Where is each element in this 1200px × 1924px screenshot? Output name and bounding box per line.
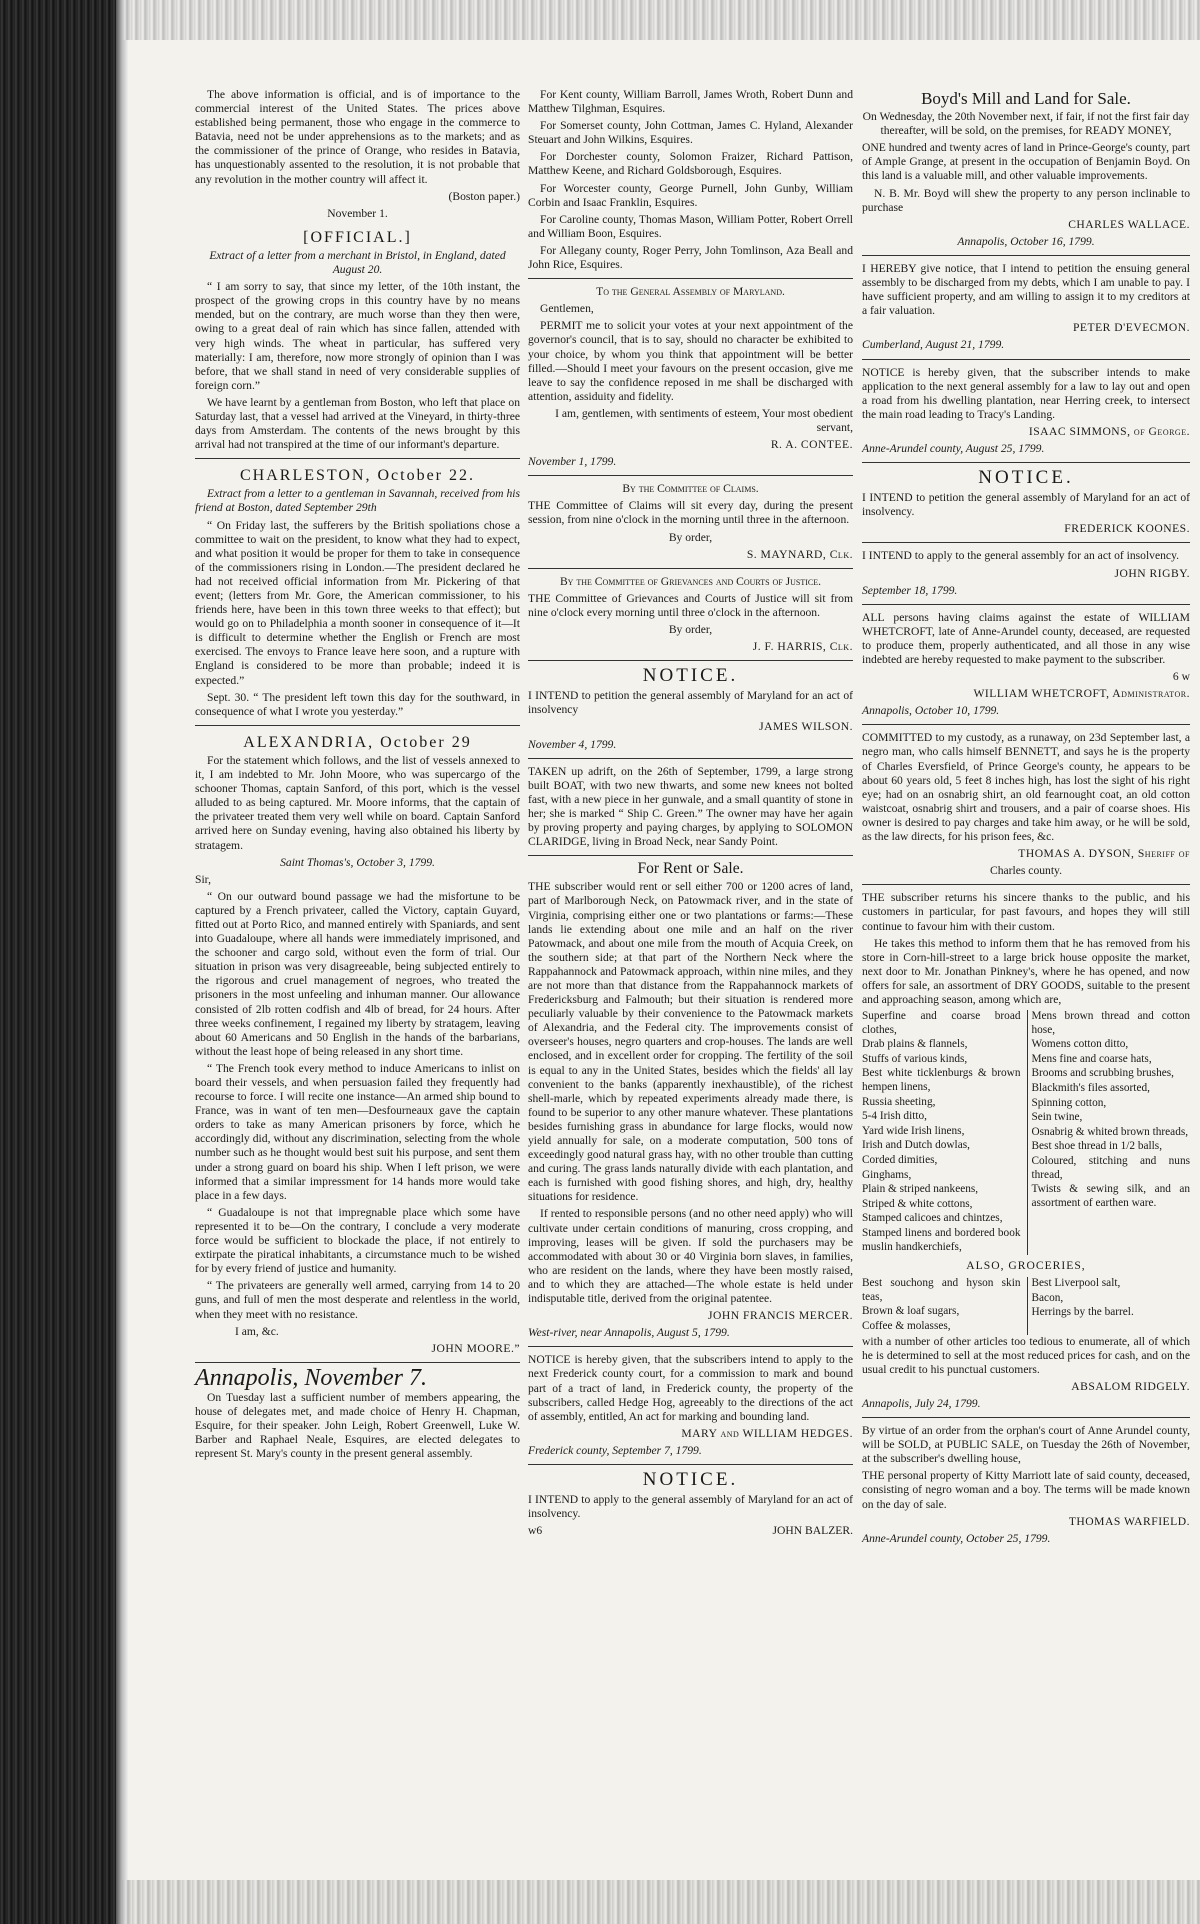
whetcroft-signature: WILLIAM WHETCROFT, Administrator. [973,687,1190,701]
source-note: (Boston paper.) [448,189,520,203]
maynard-signature: S. MAYNARD, Clk. [746,547,853,561]
ridgely-signature: ABSALOM RIDGELY. [1071,1379,1190,1393]
dateline: November 1. [327,206,388,220]
column-2 [528,88,853,1541]
goods-item: Superfine and coarse broad clothes, [862,1010,1021,1036]
worcester-delegates: For Worcester county, George Purnell, John Gunby, William Corbin and Isaac Franklin, Esquires. [528,181,853,209]
contee-address: PERMIT me to solicit your votes at your next appointment of the governor's council, that is to say, should no character be exhibited to your choice, by whom you think that appointment will be better filled.—Should I meet your favours on the present occasion, give me leave to say the confidence reposed in me shall be discharged with attention, assiduity and fidelity. [528,319,853,403]
alexandria-heading: ALEXANDRIA, October 29 [243,733,472,751]
goods-item: Twists & sewing silk, and an assortment of earthen ware. [1031,1183,1190,1209]
divider [862,724,1190,725]
divider [528,1346,853,1347]
binding-edge [116,0,128,1924]
moore-letter-4: “ The privateers are generally well armed, carrying from 14 to 20 guns, and full of men the most desperate and relentless in the world, when they meet with no resistance. [195,1279,520,1321]
wilson-date: November 4, 1799. [528,737,617,751]
goods-item: Stamped linens and bordered book muslin handkerchiefs, [862,1226,1021,1253]
divider [862,1417,1190,1418]
somerset-delegates: For Somerset county, John Cottman, James C. Hyland, Alexander Steuart and John Wilkins, Esquires. [528,119,853,147]
rent-sale-terms: If rented to responsible persons (and no other need apply) who will cultivate under certain conditions of manuring, cross cropping, and improving, leases will be given. If sold the purchasers may be accommodated with about 30 or 40 Virginia born slaves, in families, who are resident on the lands, where they have been mostly raised, and to which they are attached—The whole estate is held under indisputable title, derived from the original patentee. [528,1207,853,1306]
goods-item: Mens fine and coarse hats, [1031,1052,1152,1065]
goods-item: Stuffs of various kinds, [862,1052,968,1065]
divider [862,884,1190,885]
wilson-signature: JAMES WILSON. [759,720,853,734]
spoliations-letter: “ On Friday last, the sufferers by the British spoliations chose a committee to wait on the president, to know what they had to expect, and what position it would be proper for them to take in consequence of the commissioners rising in London.—The president declared he had not received official information from Mr. Pickering of that event; (letters from Mr. Gore, the American commissioner, to his friends here, have been in this town three weeks to that effect); but would go on to Philadelphia a month sooner in consequence of it—It is difficult to determine whether the English or French are most exercised. The envoys to France leave here soon, and a rupture with England is considered to be more than probable; indeed it is expected.” [195,518,520,687]
moore-letter-2: “ The French took every method to induce Americans to inlist on board their vessels, and when persuasion failed they frequently had recourse to force. I will recite one instance—An armed ship bound to France, was in want of ten men—Desfourneaux gave the captain orders to take as many American prisoners by force, which he accordingly did, without any discrimination, selecting from the whole number such as he thought would best suit his purpose, and sent them under a strong guard on board his ship. When I left prison, we were informed that a similar impressment for 14 hands more would take place in a few days. [195,1061,520,1202]
hedges-notice: NOTICE is hereby given, that the subscribers intend to apply to the next Frederick county court, for a commission to mark and bound part of a tract of land, in Frederick county, the property of the subscribers, called Hedge Hog, agreeably to the directions of the act of assembly, entitled, An act for marking and bounding land. [528,1353,853,1423]
divider [195,1362,520,1363]
divider [862,604,1190,605]
rent-sale-heading: For Rent or Sale. [637,860,744,878]
caroline-delegates: For Caroline county, Thomas Mason, William Potter, Robert Orrell and William Boon, Esquires. [528,212,853,240]
contee-signature: R. A. CONTEE. [770,438,853,452]
divider [195,725,520,726]
grocery-item: Herrings by the barrel. [1031,1306,1134,1319]
batavia-paragraph: The above information is official, and is of importance to the commercial interest of the United States. The prices above established being permanent, those who engage in the commerce to Batavia, need not be under apprehensions as to the markets; and as the commissioner of the prince of Orange, who resides in Batavia, has unquestionably assented to the resolution, it is not probable that any revolution in the mother country will affect it. [195,88,520,186]
devecmon-signature: PETER D'EVECMON. [1072,321,1190,335]
grocery-item: Best souchong and hyson skin teas, [862,1277,1021,1303]
boat-notice: TAKEN up adrift, on the 26th of September, 1799, a large strong built BOAT, with two new thwarts, and some new knees not bolted fast, with a new piece in her gunwale, and a small quantity of stone in her; she is marked “ Ship C. Green.” The owner may have her again by proving property and paying charges, by applying to SOLOMON CLARIDGE, living in Broad Neck, near Sandy Point. [528,764,853,849]
divider [195,458,520,459]
hedges-signature: MARY and WILLIAM HEDGES. [681,1426,853,1440]
kent-delegates: For Kent county, William Barroll, James Wroth, Robert Dunn and Matthew Tilghman, Esquires. [528,88,853,116]
dorchester-delegates: For Dorchester county, Solomon Fraizer, Richard Pattison, Matthew Keene, and Richard Goldsborough, Esquires. [528,150,853,178]
goods-item: Sein twine, [1031,1111,1083,1124]
moore-letter-1: “ On our outward bound passage we had the misfortune to be captured by a French privateer, called the Victory, captain Guyard, fitted out at Porto Rico, and manned entirely with Spaniards, and sent into Guadaloupe, where all hands were immediately imprisoned, and the schooner and cargo sold, without even the form of trial. Our situation in prison was very disagreeable, being subjected entirely to the rigorous and cruel management of negroes, who treated the prisoners in the most unfeeling and inhuman manner. Our allowance consisted of 2lb rotten codfish and 4lb of bread, for 24 hours. After three weeks confinement, I regained my liberty by stratagem, leaving about 60 Americans and 50 English in the hands of the barbarians, without the least hope of being released in any short time. [195,889,520,1058]
claims-committee-heading: By the Committee of Claims. [622,482,759,496]
contee-close: I am, gentlemen, with sentiments of esteem, Your most obedient servant, [555,406,853,434]
warfield-date: Anne-Arundel county, October 25, 1799. [862,1531,1051,1545]
notice-heading-3: NOTICE. [978,467,1074,489]
boston-news: We have learnt by a gentleman from Boston, who left that place on Saturday last, that a vessel had arrived at the Vineyard, in thirty-three days from Amsterdam. The contents of the news brought by this arrival had not transpired at the time of our informant's departure. [195,395,520,452]
groceries-heading: ALSO, GROCERIES, [966,1259,1086,1273]
column-1 [195,88,520,1464]
divider [528,855,853,856]
bristol-extract-heading: Extract of a letter from a merchant in Bristol, in England, dated August 20. [209,248,506,277]
simmons-signature: ISAAC SIMMONS, of George. [1028,424,1190,438]
dry-goods-left [862,1010,1021,1255]
goods-item: Best white ticklenburgs & brown hempen linens, [862,1067,1021,1094]
goods-item: Mens brown thread and cotton hose, [1031,1010,1190,1036]
devecmon-notice: I HEREBY give notice, that I intend to petition the ensuing general assembly to be discharged from my debts, which I am unable to pay. I have sufficient property, and am willing to assign it to my creditors at a fair valuation. [862,261,1190,318]
koones-notice: I INTEND to petition the general assembly of Maryland for an act of insolvency. [862,491,1190,519]
divider [528,758,853,759]
goods-item: Irish and Dutch dowlas, [862,1139,970,1152]
annapolis-heading: Annapolis, November 7. [195,1364,427,1391]
grievances-order: By order, [668,623,713,636]
dyson-county: Charles county. [989,864,1062,878]
moore-letter-3: “ Guadaloupe is not that impregnable place which some have represented it to be—On the contrary, I conclude a very moderate force would be sufficient to blockade the place, if not entirely to extirpate the piratical inhabitants, a circumstance much to be wished for by every friend of justice and humanity. [195,1205,520,1276]
boyds-mill-sale-terms: On Wednesday, the 20th November next, if fair, if not the first fair day thereafter, will be sold, on the premises, for READY MONEY, [862,110,1190,138]
ridgely-store-notice: He takes this method to inform them that he has removed from his store in Corn-hill-street to a large brick house opposite the market, next door to Mr. Jonathan Pinkney's, where he has opened, and now offers for sale, an assortment of DRY GOODS, suitable to the present and approaching season, among which are, [862,936,1190,1006]
top-scan-edge [122,0,1200,40]
claims-order: By order, [668,530,713,544]
boyds-mill-body: ONE hundred and twenty acres of land in Prince-George's county, part of Ample Grange, at present in the occupation of Benjamin Boyd. On this land is a valuable mill, and other valuable improvements. [862,141,1190,183]
warfield-intro: By virtue of an order from the orphan's court of Anne Arundel county, will be SOLD, at PUBLIC SALE, on Tuesday the 26th of November, at the subscriber's dwelling house, [862,1424,1190,1466]
simmons-date: Anne-Arundel county, August 25, 1799. [862,441,1045,455]
simmons-notice: NOTICE is hereby given, that the subscriber intends to make application to the next general assembly for a law to lay out and open a road from his dwelling plantation, near Herring creek, to intersect the main road leading to Tracy's Landing. [862,365,1190,421]
goods-item: Best shoe thread in 1/2 balls, [1031,1140,1163,1153]
whetcroft-mark: 6 w [1172,670,1190,684]
dry-goods-list [862,1010,1190,1255]
allegany-delegates: For Allegany county, Roger Perry, John Tomlinson, Aza Beall and John Rice, Esquires. [528,243,853,272]
bristol-letter: “ I am sorry to say, that since my letter, of the 10th instant, the prospect of the growing crops in this country have by no means mended, but on the contrary, are much worse than they then were, owing to a great deal of rain which has since fallen, attended with very high winds. The wheat in particular, has suffered very materially: I am, therefore, now more strongly of opinion than I was before, that we shall stand in need of very considerable supplies of foreign corn.” [195,280,520,392]
devecmon-date: Cumberland, August 21, 1799. [862,338,1005,352]
divider [528,660,853,661]
grievances-notice: THE Committee of Grievances and Courts of Justice will sit from nine o'clock every morning until three o'clock in the afternoon. [528,591,853,619]
wallace-signature: CHARLES WALLACE. [1068,217,1190,231]
assembly-report: On Tuesday last a sufficient number of members appearing, the house of delegates met, and made choice of Henry H. Chapman, Esquire, for their speaker. John Leigh, Robert Greenwell, Luke W. Barber and Raphael Neale, Esquires, are elected delegates to represent St. Mary's county in the present general assembly. [195,1390,520,1461]
warfield-signature: THOMAS WARFIELD. [1068,1514,1190,1528]
groceries-right [1027,1277,1191,1334]
grocery-item: Bacon, [1031,1291,1064,1304]
wilson-notice: I INTEND to petition the general assembly of Maryland for an act of insolvency [528,689,853,717]
groceries-left [862,1277,1021,1334]
goods-item: Womens cotton ditto, [1031,1038,1129,1051]
president-note: Sept. 30. “ The president left town this day for the southward, in consequence of what I wrote you yesterday.” [195,690,520,718]
goods-item: Stamped calicoes and chintzes, [862,1212,1003,1225]
goods-item: Corded dimities, [862,1154,938,1166]
bottom-scan-edge [122,1880,1200,1924]
column-3 [862,88,1190,1549]
ridgely-closing: with a number of other articles too tedious to enumerate, all of which he is determined to sell at the most reduced prices for cash, and on the usual credit to his punctual customers. [862,1334,1190,1376]
koones-signature: FREDERICK KOONES. [1064,522,1190,536]
rigby-signature: JOHN RIGBY. [1114,566,1190,580]
gentlemen: Gentlemen, [540,302,594,316]
rigby-notice: I INTEND to apply to the general assembly for an act of insolvency. [862,549,1180,563]
moore-signature: JOHN MOORE.” [431,1341,520,1355]
grocery-item: Best Liverpool salt, [1031,1277,1121,1290]
balzer-signature: JOHN BALZER. [772,1524,853,1538]
divider [528,1464,853,1465]
book-binding [0,0,122,1924]
harris-signature: J. F. HARRIS, Clk. [752,640,853,654]
alexandria-intro: For the statement which follows, and the list of vessels annexed to it, I am indebted to Mr. John Moore, who was supercargo of the schooner Thomas, captain Sanford, of this port, which is the vessel alluded to as being captured. Mr. Moore informs, that the captain of the privateer treated them very well while on board. Captain Sanford arrived here on Sunday evening, having also obtained his liberty by stratagem. [195,753,520,852]
salutation: Sir, [195,872,211,886]
balzer-footer [528,1524,853,1538]
ridgely-thanks: THE subscriber returns his sincere thanks to the public, and his customers in particular, for past favours, and hopes they will still continue to favour him with their custom. [862,891,1190,933]
contee-date: November 1, 1799. [528,455,617,469]
goods-item: Blackmith's files assorted, [1031,1082,1150,1095]
goods-item: Striped & white cottons, [862,1197,973,1210]
goods-item: Spinning cotton, [1031,1096,1107,1109]
balzer-mark: w6 [528,1524,543,1538]
boyds-mill-nb: N. B. Mr. Boyd will shew the property to any person inclinable to purchase [862,186,1190,214]
goods-item: Osnabrig & whited brown threads, [1031,1125,1189,1138]
divider [862,462,1190,463]
rigby-date: September 18, 1799. [862,583,958,597]
goods-item: Coloured, stitching and nuns thread, [1031,1155,1190,1181]
dyson-notice: COMMITTED to my custody, as a runaway, on 23d September last, a negro man, who calls himself BENNETT, and says he is the property of Charles Eversfield, of Prince George's county, he appears to be about 60 years old, 5 feet 8 inches high, has lost the sight of his right eye; had on an osnabrig shirt, an old fearnought coat, an old cotton waistcoat, osnabrig shirt and trousers, and a pair of coarse shoes. His owner is desired to pay charges and take him away, or he will be sold, as the law directs, for his prison fees, &c. [862,731,1190,844]
goods-item: Plain & striped nankeens, [862,1183,979,1196]
grocery-item: Coffee & molasses, [862,1320,951,1333]
assembly-address-heading: To the General Assembly of Maryland. [596,285,785,299]
st-thomas-dateline: Saint Thomas's, October 3, 1799. [280,855,435,869]
rent-sale-body: THE subscriber would rent or sell either 700 or 1200 acres of land, part of Marlborough Neck, on Patowmack river, and in the state of Virginia, comprising either one or two plantations or farms:—These lands lie extending about one mile and an half on the river Patowmack, and about one mile from the mouth of Acquia Creek, on the southern side; at that part of the Northern Neck where the Rappahannock and Patowmack approach, within nine miles, and they are not more than that distance from the Rappahannock markets of Fredericksburg and Falmouth; but their situation is rendered more peculiarly valuable by their convenience to the Patowmack markets of Alexandria, and the Federal city. The improvements consist of overseer's houses, negro quarters and crop-houses. The lands are well enclosed, and in excellent order for cropping. The fertility of the soil is equal to any in the United States, besides which the fields' all lay convenient to the banks (apparently inexhaustible), of the richest shell-marle, which by repeated experiments already made there, is found to be superior to any other manure whatever. These plantations besides furnishing grass in abundance for large flocks, would now yield annually for sale, on a moderate computation, 500 tons of exceedingly good natural grass hay, with no other trouble than cutting and curing. The grass lands naturally divide with each plantation, and each is furnished with good fishing shores, and high, dry, healthy situations for residence. [528,880,853,1204]
grievances-committee-heading: By the Committee of Grievances and Courts of Justice. [559,574,822,588]
grocery-item: Brown & loaf sugars, [862,1305,960,1318]
divider [862,359,1190,360]
divider [862,542,1190,543]
divider [528,278,853,279]
balzer-notice: I INTEND to apply to the general assembly of Maryland for an act of insolvency. [528,1493,853,1521]
goods-item: Drab plains & flannels, [862,1038,968,1051]
divider [862,255,1190,256]
claims-notice: THE Committee of Claims will sit every day, during the present session, from nine o'clock in the morning until three in the afternoon. [528,499,853,527]
wallace-date: Annapolis, October 16, 1799. [957,234,1095,248]
dry-goods-right [1027,1010,1191,1255]
warfield-notice: THE personal property of Kitty Marriott late of said county, deceased, consisting of negro woman and a boy. The terms will be made known on the day of sale. [862,1469,1190,1511]
goods-item: Brooms and scrubbing brushes, [1031,1067,1174,1080]
dyson-signature: THOMAS A. DYSON, Sheriff of [1018,847,1190,861]
notice-heading: NOTICE. [642,665,739,687]
whetcroft-notice: ALL persons having claims against the estate of WILLIAM WHETCROFT, late of Anne-Arundel county, deceased, are requested to produce them, properly authenticated, and all those in any wise indebted are hereby requested to make payment to the subscriber. [862,610,1190,666]
whetcroft-date: Annapolis, October 10, 1799. [862,704,1000,718]
notice-heading-2: NOTICE. [642,1468,739,1490]
goods-item: Yard wide Irish linens, [862,1124,965,1137]
goods-item: Ginghams, [862,1168,912,1181]
divider [528,568,853,569]
divider [528,475,853,476]
closing: I am, &c. [235,1324,279,1338]
savannah-extract-heading: Extract from a letter to a gentleman in Savannah, received from his friend at Boston, dated September 29th [195,487,520,515]
groceries-list [862,1277,1190,1334]
charleston-heading: CHARLESTON, October 22. [239,467,476,485]
goods-item: Russia sheeting, [862,1095,936,1108]
goods-item: 5-4 Irish ditto, [862,1110,927,1123]
ridgely-date: Annapolis, July 24, 1799. [862,1397,981,1410]
boyds-mill-heading: Boyd's Mill and Land for Sale. [921,89,1131,108]
mercer-signature: JOHN FRANCIS MERCER. [708,1309,853,1323]
hedges-date: Frederick county, September 7, 1799. [528,1443,702,1457]
mercer-date: West-river, near Annapolis, August 5, 1799. [528,1326,730,1340]
official-heading: [OFFICIAL.] [303,228,412,246]
